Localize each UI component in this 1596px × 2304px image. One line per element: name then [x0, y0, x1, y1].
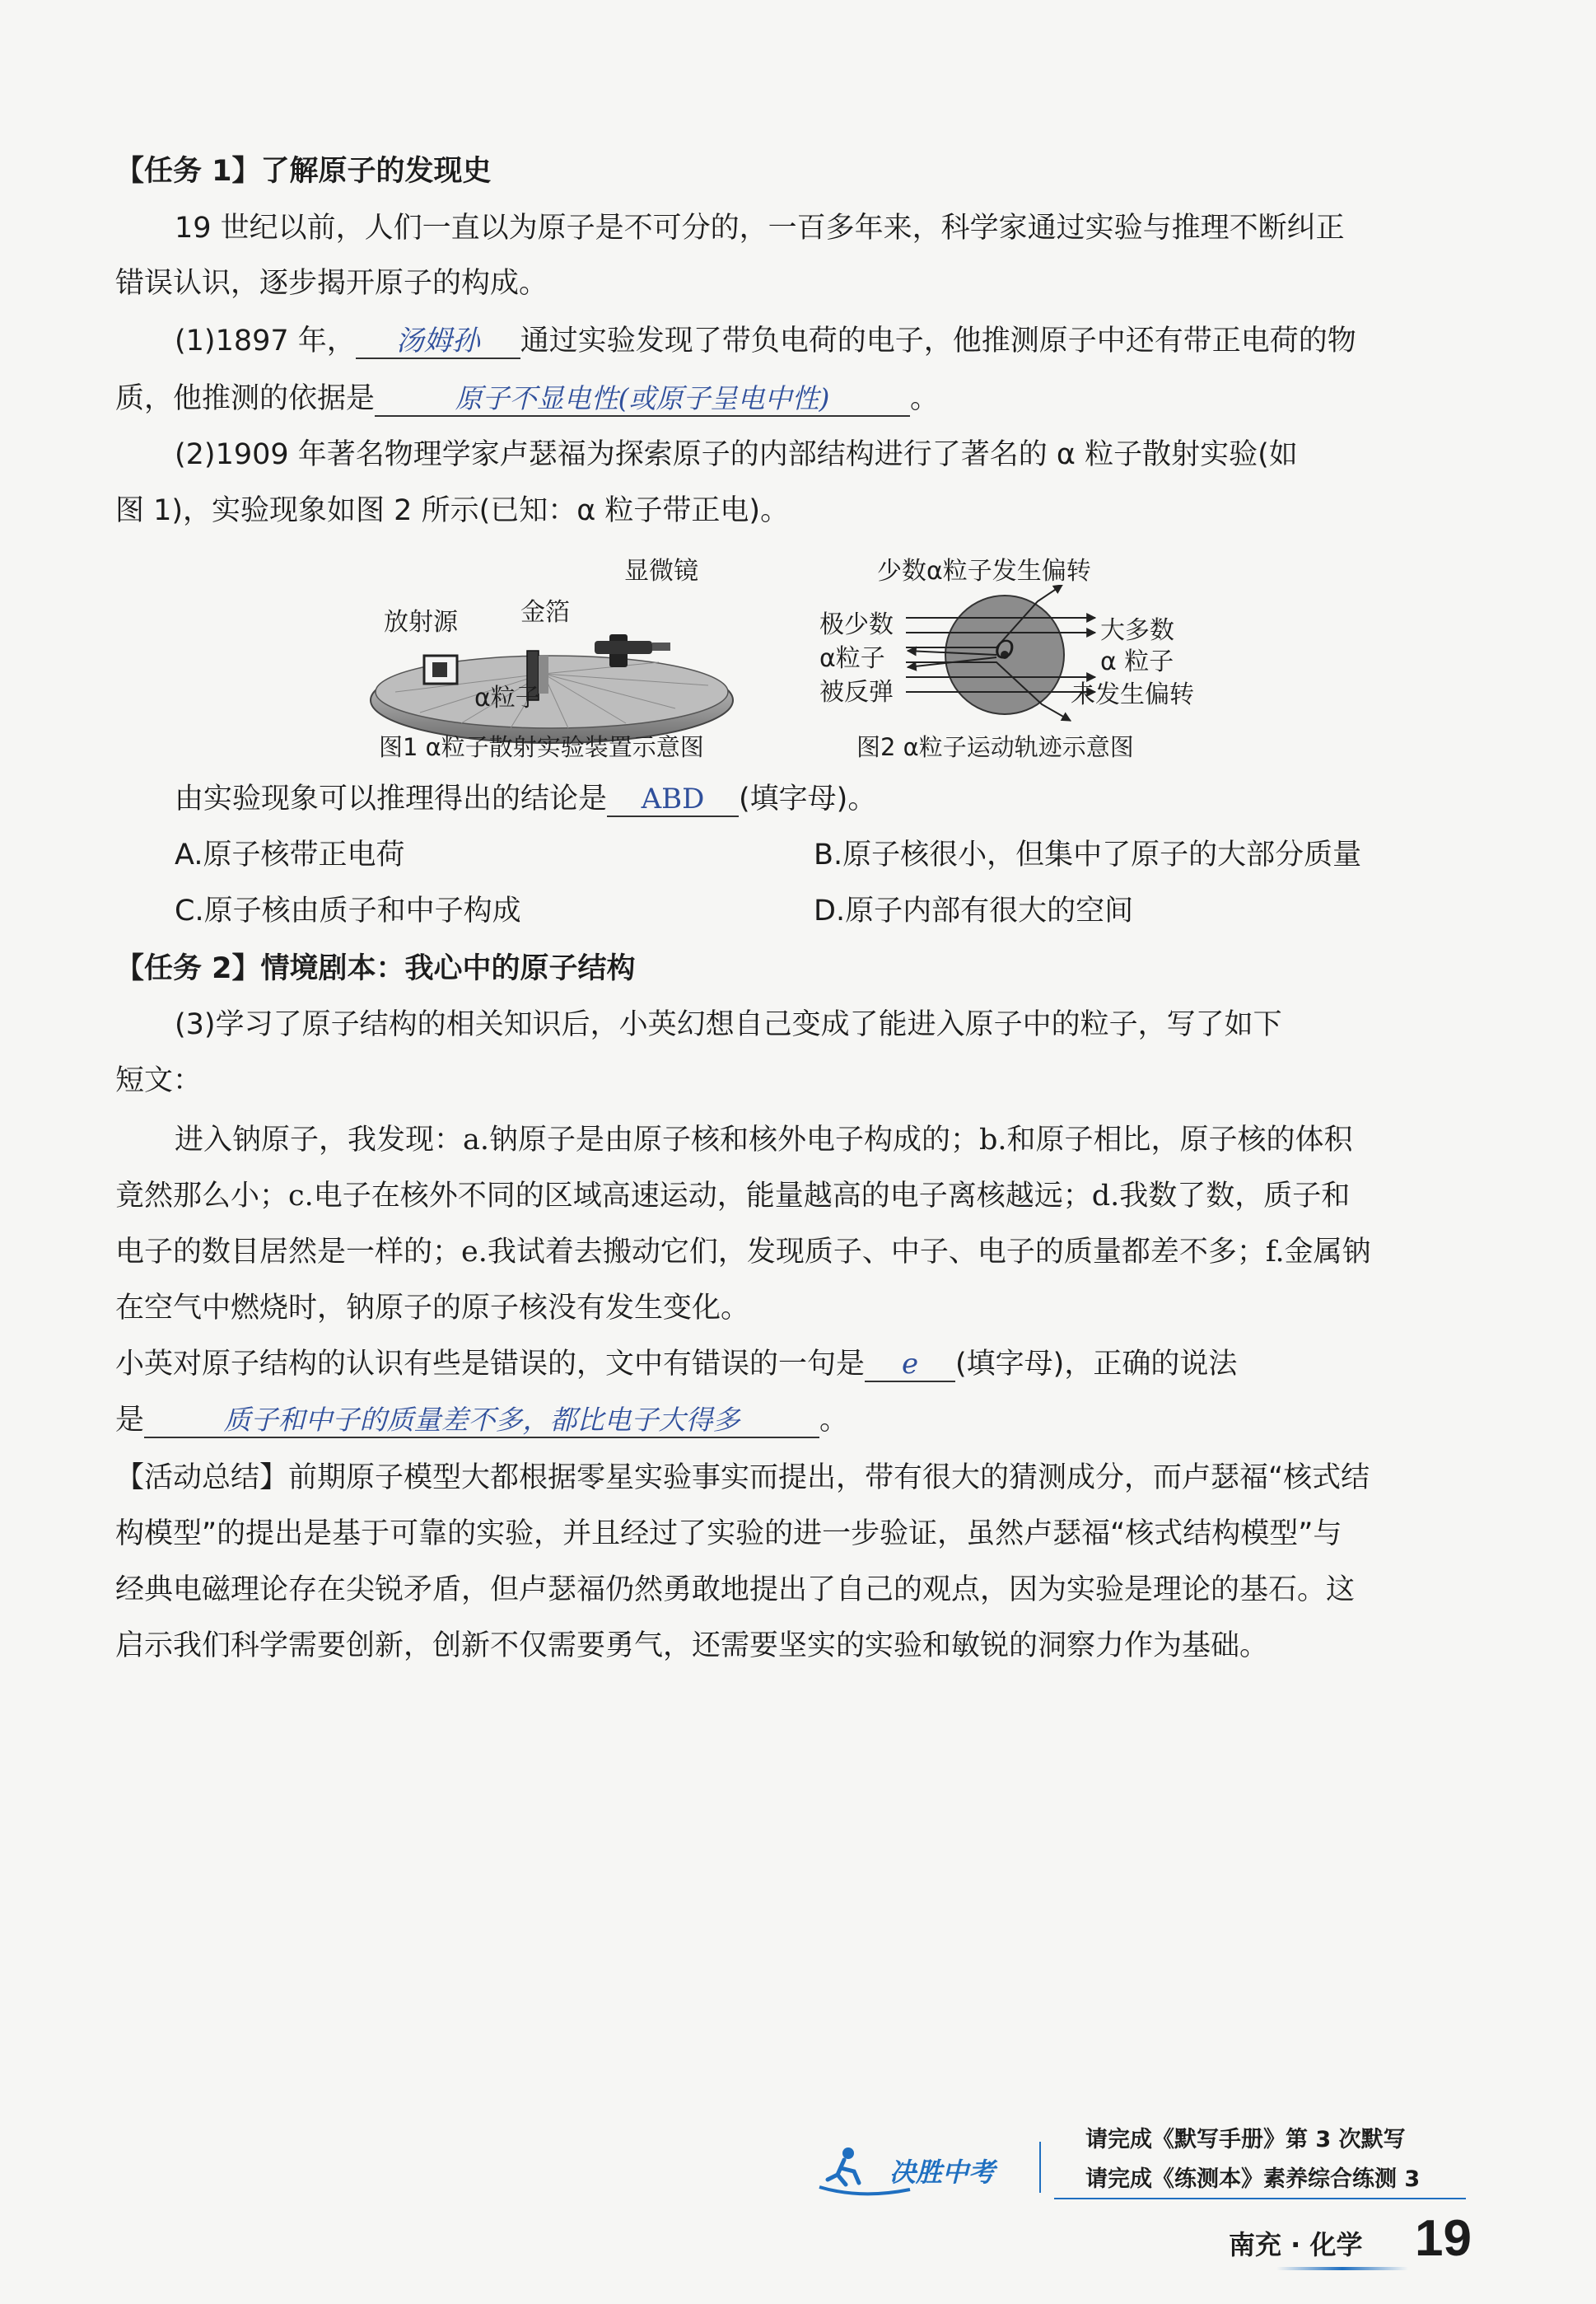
fig1-caption: 图1 α粒子散射实验装置示意图	[379, 733, 704, 761]
choice-b: B.原子核很小，但集中了原子的大部分质量	[814, 839, 1362, 872]
q3-line-post: 。	[819, 1404, 849, 1437]
essay-line4: 在空气中燃烧时，钠原子的原子核没有发生变化。	[115, 1292, 750, 1325]
choice-c: C.原子核由质子和中子构成	[175, 895, 521, 928]
choice-a: A.原子核带正电荷	[175, 839, 405, 872]
fig2-label-top: 少数α粒子发生偏转	[877, 557, 1091, 586]
page-number-underline	[1276, 2267, 1408, 2270]
q3-answer-correction: 质子和中子的质量差不多，都比电子大得多	[144, 1404, 819, 1438]
q3-correction-line	[115, 1402, 1482, 1438]
fig2-label-right2: α 粒子	[1100, 647, 1174, 676]
fig2-label-nucleus: O	[995, 636, 1015, 665]
summary-line4: 启示我们科学需要创新，创新不仅需要勇气，还需要坚实的实验和敏锐的洞察力作为基础。	[115, 1629, 1269, 1662]
q1-line1	[115, 323, 1482, 359]
runner-icon	[842, 2147, 854, 2159]
q1-line1-pre: (1)1897 年，	[175, 325, 356, 358]
fig2-label-left3: 被反弹	[819, 678, 894, 707]
q1-line2-pre: 质，他推测的依据是	[115, 382, 376, 415]
q3-ask-post: (填字母)，正确的说法	[955, 1348, 1238, 1381]
task1-heading: 【任务 1】了解原子的发现史	[115, 155, 492, 188]
conclusion-line	[115, 781, 1482, 817]
fig1-label-source: 放射源	[384, 608, 458, 637]
summary-line1: 【活动总结】前期原子模型大都根据零星实验事实而提出，带有很大的猜测成分，而卢瑟福“核式结	[115, 1461, 1370, 1494]
fig2-label-left1: 极少数	[819, 610, 894, 639]
q1-answer-scientist: 汤姆孙	[356, 325, 520, 359]
summary-line3: 经典电磁理论存在尖锐矛盾，但卢瑟福仍然勇敢地提出了自己的观点，因为实验是理论的基石。这	[115, 1573, 1356, 1606]
fig2-label-right1: 大多数	[1100, 616, 1174, 645]
footer-rule	[1054, 2198, 1466, 2199]
footer-divider	[1039, 2142, 1041, 2193]
conclusion-answer: ABD	[607, 783, 739, 817]
fig1-label-microscope: 显微镜	[624, 557, 698, 586]
q3-ask-pre: 小英对原子结构的认识有些是错误的，文中有错误的一句是	[115, 1348, 866, 1381]
q2-line2: 图 1)，实验现象如图 2 所示(已知：α 粒子带正电)。	[115, 494, 790, 527]
fig2-label-left2: α粒子	[819, 644, 885, 673]
footer-note1: 请完成《默写手册》第 3 次默写	[1085, 2127, 1406, 2152]
page-number: 19	[1415, 2210, 1472, 2267]
q3-line1: (3)学习了原子结构的相关知识后，小英幻想自己变成了能进入原子中的粒子，写了如下	[175, 1008, 1282, 1041]
footer-note2: 请完成《练测本》素养综合练测 3	[1085, 2166, 1421, 2192]
task2-heading: 【任务 2】情境剧本：我心中的原子结构	[115, 952, 636, 985]
footer-region: 南充 · 化学	[1229, 2229, 1363, 2260]
summary-line2: 构模型”的提出是基于可靠的实验，并且经过了实验的进一步验证，虽然卢瑟福“核式结构模型”与	[115, 1517, 1342, 1550]
task1-intro-line2: 错误认识，逐步揭开原子的构成。	[115, 267, 548, 300]
q1-line1-post: 通过实验发现了带负电荷的电子，他推测原子中还有带正电荷的物	[520, 325, 1356, 358]
choice-d: D.原子内部有很大的空间	[814, 895, 1134, 928]
essay-line2: 竟然那么小；c.电子在核外不同的区域高速运动，能量越高的电子离核越远；d.我数了数，质子和	[115, 1180, 1351, 1213]
fig1-label-alpha: α粒子	[474, 684, 540, 713]
fig2-label-right3: 未发生偏转	[1071, 680, 1194, 709]
q3-line2: 短文：	[115, 1064, 203, 1097]
q1-answer-basis: 原子不显电性(或原子呈电中性)	[375, 382, 910, 417]
q3-line-pre: 是	[115, 1404, 145, 1437]
fig2-caption: 图2 α粒子运动轨迹示意图	[856, 733, 1134, 761]
q3-ask-line	[115, 1346, 1482, 1382]
q1-line2-post: 。	[910, 382, 940, 415]
task1-intro-line1: 19 世纪以前，人们一直以为原子是不可分的，一百多年来，科学家通过实验与推理不断纠正	[175, 212, 1345, 245]
essay-line1: 进入钠原子，我发现：a.钠原子是由原子核和核外电子构成的；b.和原子相比，原子核的体积	[175, 1124, 1353, 1157]
q3-answer-letter: e	[865, 1348, 955, 1382]
q1-line2	[115, 381, 1482, 417]
essay-line3: 电子的数目居然是一样的；e.我试着去搬动它们，发现质子、中子、电子的质量都差不多；f.金属钠	[115, 1236, 1371, 1269]
brand-name: 决胜中考	[889, 2157, 996, 2188]
q2-line1: (2)1909 年著名物理学家卢瑟福为探索原子的内部结构进行了著名的 α 粒子散射实验(如	[175, 438, 1298, 471]
conclusion-post: (填字母)。	[739, 783, 877, 816]
fig1-label-foil: 金箔	[520, 598, 570, 627]
conclusion-pre: 由实验现象可以推理得出的结论是	[175, 783, 608, 816]
